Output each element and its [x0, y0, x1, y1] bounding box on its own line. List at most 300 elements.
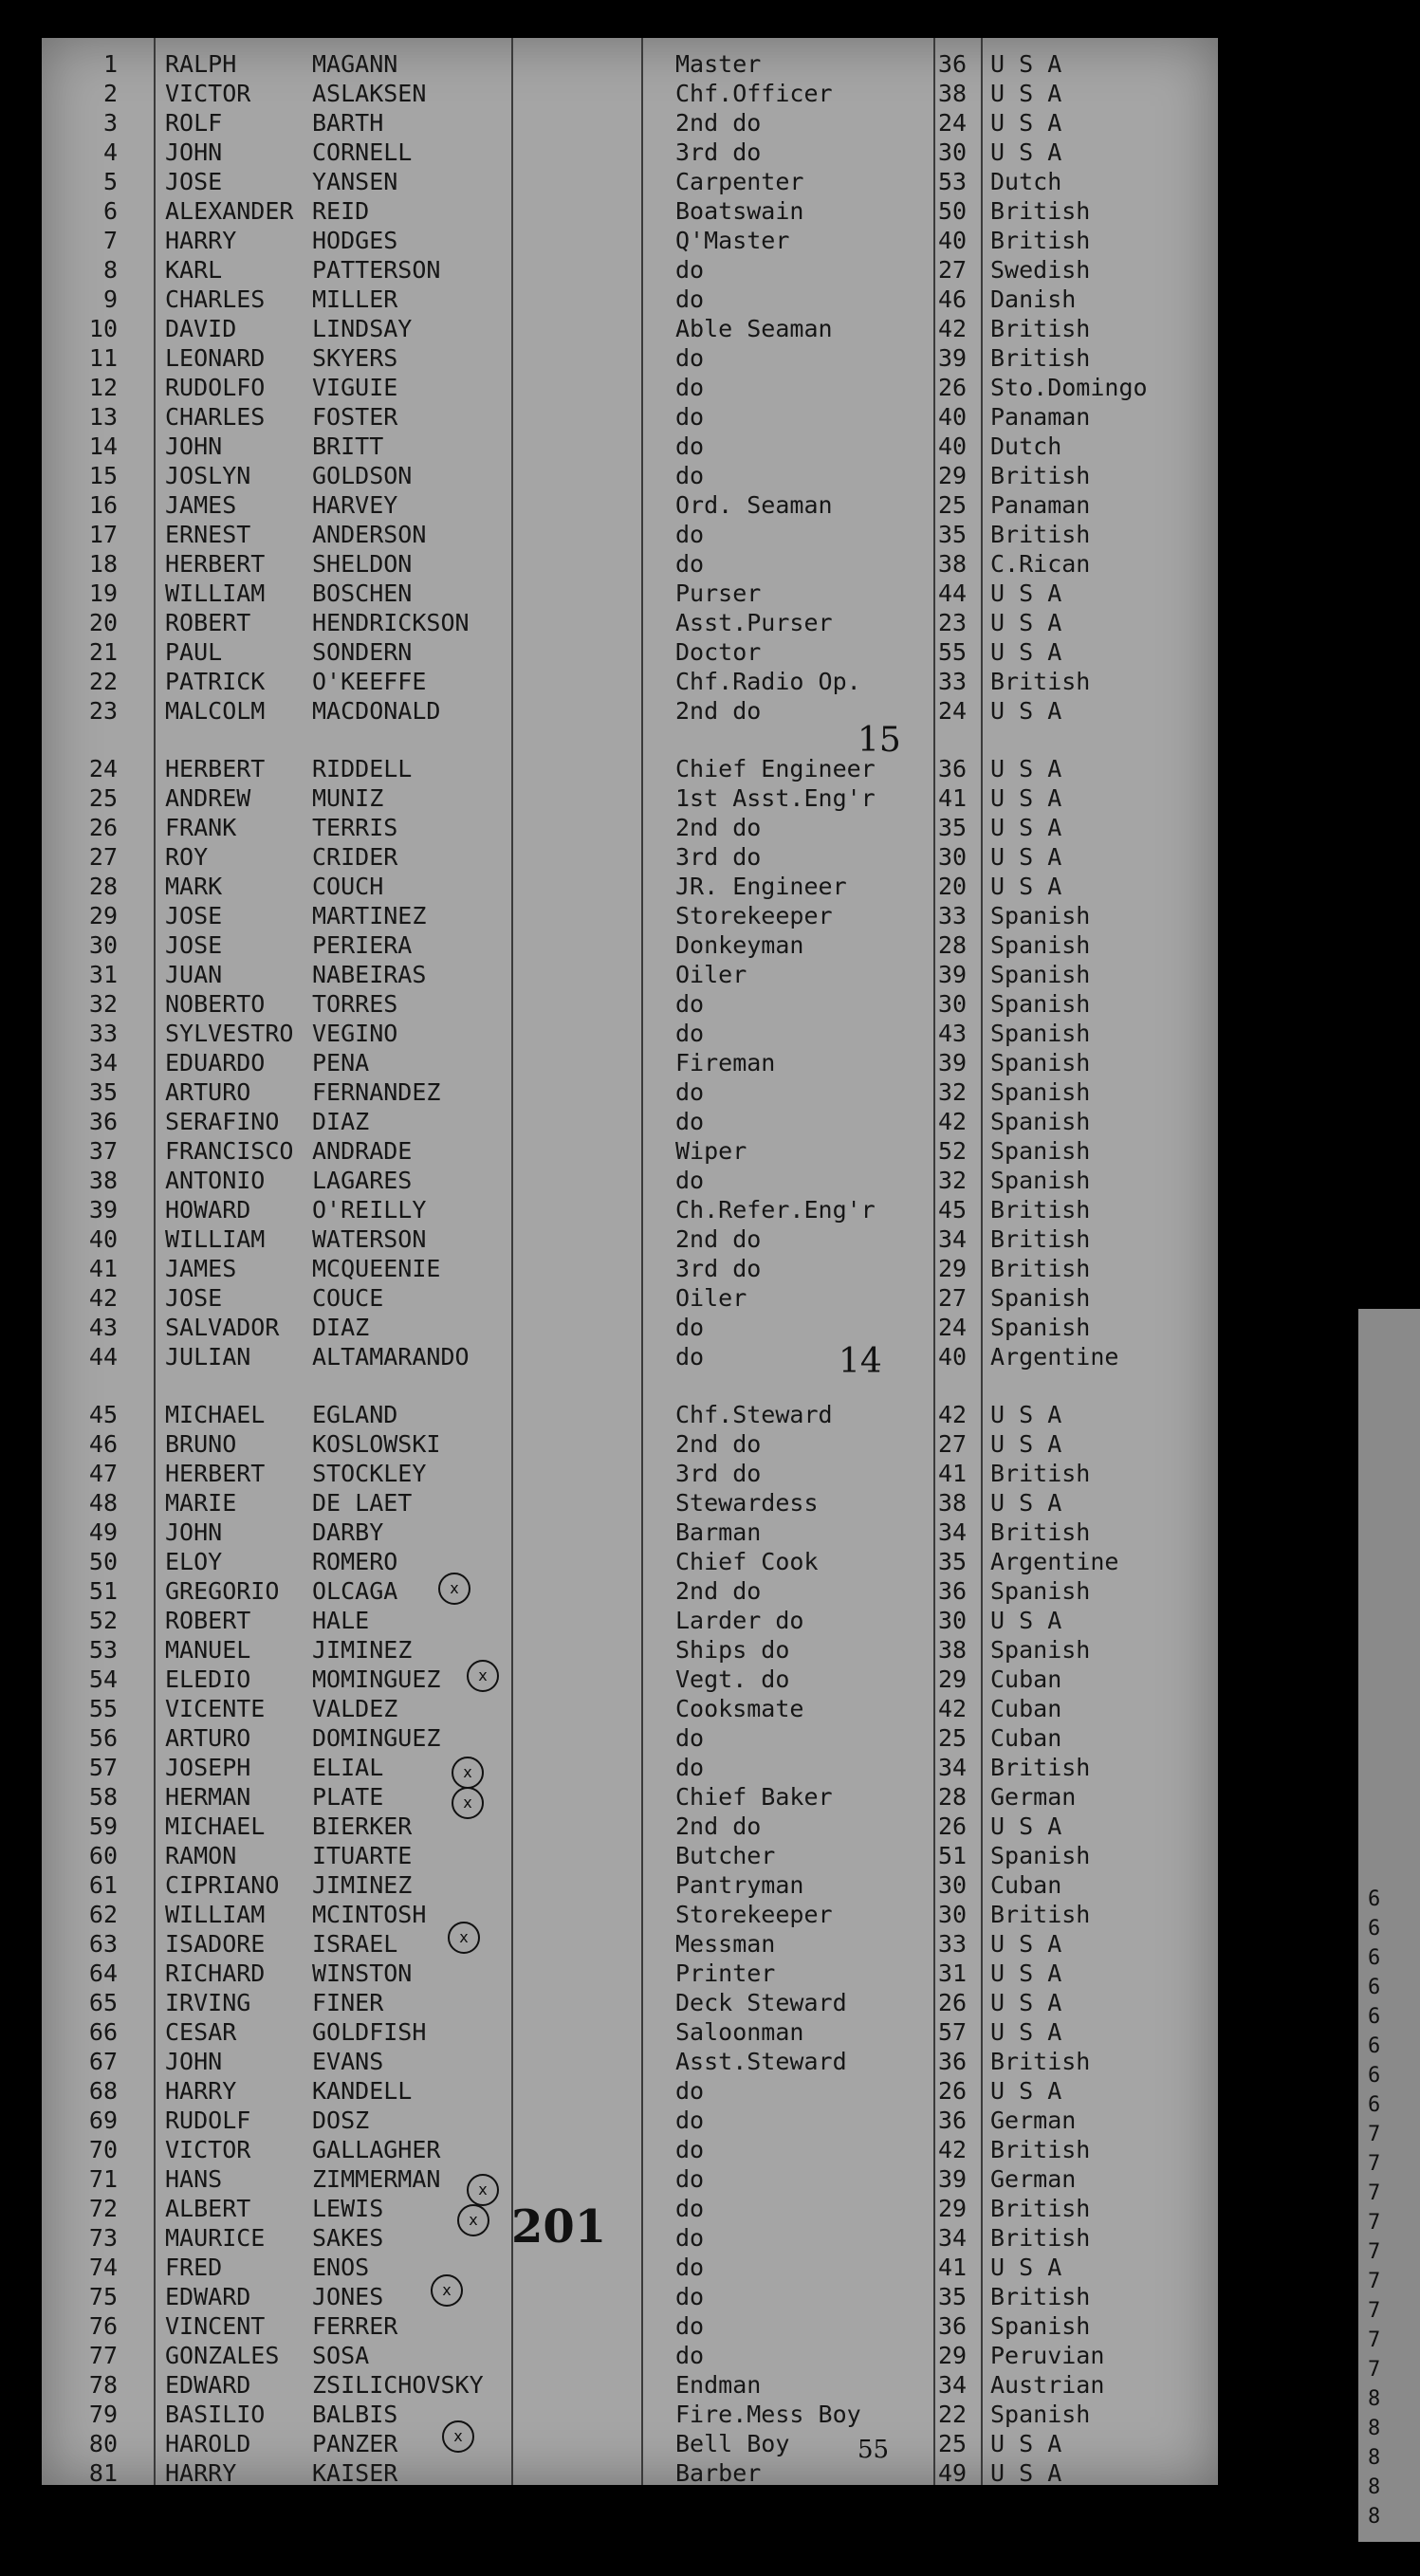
crew-row [42, 608, 1218, 637]
crew-position: Wiper [675, 1137, 747, 1165]
edge-number: 7 [1368, 2299, 1381, 2323]
crew-age: 33 [938, 1930, 968, 1958]
crew-number: 38 [88, 1167, 118, 1194]
crew-row [42, 1283, 1218, 1313]
crew-age: 49 [938, 2459, 968, 2487]
circle-mark: x [467, 1660, 499, 1692]
crew-nationality: British [990, 344, 1091, 372]
crew-row [42, 196, 1218, 226]
crew-last-name: FINER [312, 1989, 384, 2016]
crew-position: 2nd do [675, 1225, 762, 1253]
crew-last-name: ALTAMARANDO [312, 1343, 470, 1371]
crew-age: 25 [938, 491, 968, 519]
crew-number: 78 [88, 2371, 118, 2399]
crew-last-name: DOSZ [312, 2107, 370, 2134]
crew-age: 39 [938, 1049, 968, 1076]
crew-row [42, 637, 1218, 667]
crew-row [42, 2164, 1218, 2194]
crew-last-name: NABEIRAS [312, 961, 427, 988]
crew-last-name: FERRER [312, 2312, 398, 2340]
crew-position: Q'Master [675, 227, 790, 254]
crew-age: 27 [938, 256, 968, 284]
crew-row [42, 108, 1218, 138]
crew-age: 53 [938, 168, 968, 195]
crew-last-name: HARVEY [312, 491, 398, 519]
crew-position: Vegt. do [675, 1665, 790, 1693]
crew-first-name: BRUNO [165, 1430, 237, 1458]
crew-last-name: KAISER [312, 2459, 398, 2487]
crew-position: Ships do [675, 1636, 790, 1664]
crew-nationality: British [990, 197, 1091, 225]
crew-row [42, 1254, 1218, 1283]
crew-age: 45 [938, 1196, 968, 1224]
crew-row [42, 255, 1218, 285]
crew-first-name: EDWARD [165, 2283, 251, 2310]
crew-row [42, 2341, 1218, 2370]
crew-age: 36 [938, 50, 968, 78]
crew-last-name: HENDRICKSON [312, 609, 470, 636]
crew-position: do [675, 1343, 705, 1371]
edge-number: 7 [1368, 2181, 1381, 2205]
crew-age: 46 [938, 285, 968, 313]
crew-age: 30 [938, 1607, 968, 1634]
crew-row [42, 2311, 1218, 2341]
crew-number: 22 [88, 668, 118, 695]
crew-first-name: MARK [165, 873, 223, 900]
crew-row [42, 842, 1218, 872]
crew-number: 72 [88, 2195, 118, 2222]
crew-first-name: HERMAN [165, 1783, 251, 1811]
crew-position: Chf.Radio Op. [675, 668, 861, 695]
crew-age: 34 [938, 1518, 968, 1546]
crew-first-name: WILLIAM [165, 1901, 266, 1928]
edge-number: 8 [1368, 2475, 1381, 2499]
crew-first-name: HERBERT [165, 755, 266, 782]
crew-position: Purser [675, 580, 762, 607]
crew-nationality: U S A [990, 1430, 1062, 1458]
crew-first-name: JOSE [165, 1284, 223, 1312]
crew-first-name: MICHAEL [165, 1812, 266, 1840]
crew-last-name: SKYERS [312, 344, 398, 372]
crew-number: 48 [88, 1489, 118, 1517]
crew-age: 27 [938, 1430, 968, 1458]
crew-row [42, 285, 1218, 314]
crew-first-name: ARTURO [165, 1724, 251, 1752]
crew-number: 60 [88, 1842, 118, 1869]
crew-row [42, 1224, 1218, 1254]
crew-position: 2nd do [675, 697, 762, 725]
crew-nationality: Spanish [990, 1078, 1091, 1106]
crew-number: 2 [102, 80, 118, 107]
crew-first-name: JOSE [165, 902, 223, 929]
crew-row [42, 1635, 1218, 1665]
crew-position: Storekeeper [675, 902, 833, 929]
crew-age: 20 [938, 873, 968, 900]
crew-last-name: MCQUEENIE [312, 1255, 441, 1282]
crew-age: 40 [938, 227, 968, 254]
crew-number: 25 [88, 784, 118, 812]
crew-age: 42 [938, 315, 968, 342]
crew-nationality: Spanish [990, 902, 1091, 929]
edge-number: 6 [1368, 2093, 1381, 2117]
crew-number: 80 [88, 2430, 118, 2457]
crew-number: 71 [88, 2165, 118, 2193]
crew-row [42, 1694, 1218, 1723]
crew-last-name: GOLDFISH [312, 2018, 427, 2046]
crew-number: 47 [88, 1460, 118, 1487]
crew-age: 36 [938, 1577, 968, 1605]
crew-first-name: JOSE [165, 931, 223, 959]
crew-first-name: RUDOLF [165, 2107, 251, 2134]
crew-nationality: British [990, 1225, 1091, 1253]
crew-first-name: ANDREW [165, 784, 251, 812]
crew-position: do [675, 344, 705, 372]
edge-number: 7 [1368, 2270, 1381, 2293]
crew-age: 30 [938, 1871, 968, 1899]
crew-position: do [675, 432, 705, 460]
crew-first-name: CIPRIANO [165, 1871, 280, 1899]
crew-nationality: Sto.Domingo [990, 374, 1148, 401]
crew-row [42, 1048, 1218, 1077]
crew-row [42, 2253, 1218, 2282]
crew-nationality: Spanish [990, 1577, 1091, 1605]
crew-position: Messman [675, 1930, 776, 1958]
crew-last-name: LINDSAY [312, 315, 413, 342]
crew-row [42, 1841, 1218, 1870]
crew-age: 36 [938, 2107, 968, 2134]
crew-last-name: PLATE [312, 1783, 384, 1811]
crew-number: 13 [88, 403, 118, 431]
crew-last-name: JONES [312, 2283, 384, 2310]
crew-first-name: RUDOLFO [165, 374, 266, 401]
crew-first-name: JUAN [165, 961, 223, 988]
crew-age: 30 [938, 1901, 968, 1928]
crew-position: Master [675, 50, 762, 78]
crew-number: 21 [88, 638, 118, 666]
crew-nationality: U S A [990, 638, 1062, 666]
crew-position: do [675, 1314, 705, 1341]
crew-first-name: RAMON [165, 1842, 237, 1869]
crew-number: 67 [88, 2048, 118, 2075]
crew-position: do [675, 462, 705, 489]
crew-nationality: C.Rican [990, 550, 1091, 578]
edge-number: 7 [1368, 2240, 1381, 2264]
crew-number: 31 [88, 961, 118, 988]
crew-nationality: British [990, 521, 1091, 548]
crew-row [42, 1988, 1218, 2017]
crew-last-name: YANSEN [312, 168, 398, 195]
crew-age: 39 [938, 344, 968, 372]
crew-last-name: ZIMMERMAN [312, 2165, 441, 2193]
crew-nationality: German [990, 2165, 1077, 2193]
crew-first-name: ANTONIO [165, 1167, 266, 1194]
crew-nationality: U S A [990, 1812, 1062, 1840]
crew-nationality: British [990, 2283, 1091, 2310]
crew-position: Larder do [675, 1607, 804, 1634]
crew-row [42, 49, 1218, 79]
crew-number: 61 [88, 1871, 118, 1899]
crew-first-name: ELOY [165, 1548, 223, 1575]
crew-last-name: OLCAGA [312, 1577, 398, 1605]
crew-age: 29 [938, 1665, 968, 1693]
crew-number: 76 [88, 2312, 118, 2340]
crew-last-name: FOSTER [312, 403, 398, 431]
crew-last-name: DE LAET [312, 1489, 413, 1517]
circle-mark: x [442, 2420, 474, 2453]
crew-age: 44 [938, 580, 968, 607]
crew-row [42, 1665, 1218, 1694]
crew-row [42, 432, 1218, 461]
crew-last-name: PATTERSON [312, 256, 441, 284]
crew-row [42, 2047, 1218, 2076]
crew-position: Asst.Purser [675, 609, 833, 636]
crew-row [42, 960, 1218, 989]
crew-first-name: RALPH [165, 50, 237, 78]
crew-number: 5 [102, 168, 118, 195]
crew-age: 38 [938, 550, 968, 578]
crew-age: 55 [938, 638, 968, 666]
crew-nationality: U S A [990, 1607, 1062, 1634]
crew-position: do [675, 2107, 705, 2134]
crew-number: 53 [88, 1636, 118, 1664]
crew-nationality: Spanish [990, 1167, 1091, 1194]
crew-position: do [675, 2342, 705, 2369]
crew-position: do [675, 1167, 705, 1194]
crew-position: 1st Asst.Eng'r [675, 784, 876, 812]
crew-last-name: HALE [312, 1607, 370, 1634]
crew-first-name: HERBERT [165, 550, 266, 578]
crew-first-name: EDUARDO [165, 1049, 266, 1076]
crew-number: 50 [88, 1548, 118, 1575]
crew-nationality: German [990, 2107, 1077, 2134]
crew-last-name: COUCE [312, 1284, 384, 1312]
crew-row [42, 373, 1218, 402]
crew-last-name: JIMINEZ [312, 1871, 413, 1899]
crew-number: 33 [88, 1020, 118, 1047]
crew-nationality: Argentine [990, 1343, 1119, 1371]
crew-position: 2nd do [675, 109, 762, 137]
crew-age: 33 [938, 902, 968, 929]
crew-last-name: O'KEEFFE [312, 668, 427, 695]
crew-last-name: ANDERSON [312, 521, 427, 548]
crew-last-name: ISRAEL [312, 1930, 398, 1958]
crew-nationality: Cuban [990, 1724, 1062, 1752]
crew-number: 74 [88, 2254, 118, 2281]
crew-last-name: STOCKLEY [312, 1460, 427, 1487]
crew-position: Chief Engineer [675, 755, 876, 782]
crew-position: Fireman [675, 1049, 776, 1076]
crew-number: 7 [102, 227, 118, 254]
crew-nationality: U S A [990, 2254, 1062, 2281]
crew-nationality: U S A [990, 1930, 1062, 1958]
crew-number: 73 [88, 2224, 118, 2252]
crew-position: 2nd do [675, 1812, 762, 1840]
crew-number: 56 [88, 1724, 118, 1752]
crew-last-name: DARBY [312, 1518, 384, 1546]
crew-last-name: VEGINO [312, 1020, 398, 1047]
crew-number: 24 [88, 755, 118, 782]
crew-number: 63 [88, 1930, 118, 1958]
crew-nationality: British [990, 2048, 1091, 2075]
crew-number: 26 [88, 814, 118, 841]
crew-age: 29 [938, 2195, 968, 2222]
crew-row [42, 1753, 1218, 1782]
crew-age: 30 [938, 138, 968, 166]
crew-position: 2nd do [675, 1577, 762, 1605]
crew-last-name: KANDELL [312, 2077, 413, 2105]
crew-last-name: FERNANDEZ [312, 1078, 441, 1106]
crew-nationality: Spanish [990, 1842, 1091, 1869]
crew-number: 45 [88, 1401, 118, 1428]
crew-first-name: CHARLES [165, 285, 266, 313]
crew-nationality: U S A [990, 2430, 1062, 2457]
crew-first-name: ALBERT [165, 2195, 251, 2222]
crew-first-name: SYLVESTRO [165, 1020, 294, 1047]
crew-last-name: BOSCHEN [312, 580, 413, 607]
crew-nationality: German [990, 1783, 1077, 1811]
crew-position: Oiler [675, 961, 747, 988]
crew-position: do [675, 1078, 705, 1106]
crew-first-name: HAROLD [165, 2430, 251, 2457]
crew-last-name: RIDDELL [312, 755, 413, 782]
crew-last-name: EGLAND [312, 1401, 398, 1428]
crew-age: 39 [938, 961, 968, 988]
crew-position: 3rd do [675, 138, 762, 166]
crew-first-name: HOWARD [165, 1196, 251, 1224]
crew-number: 77 [88, 2342, 118, 2369]
crew-first-name: VICENTE [165, 1695, 266, 1722]
crew-position: Fire.Mess Boy [675, 2401, 861, 2428]
crew-number: 1 [102, 50, 118, 78]
crew-last-name: MILLER [312, 285, 398, 313]
crew-age: 24 [938, 697, 968, 725]
crew-nationality: British [990, 2224, 1091, 2252]
crew-first-name: ROBERT [165, 609, 251, 636]
crew-number: 55 [88, 1695, 118, 1722]
circle-mark: x [438, 1573, 470, 1605]
crew-position: do [675, 1724, 705, 1752]
crew-first-name: HANS [165, 2165, 223, 2193]
crew-position: Boatswain [675, 197, 804, 225]
crew-last-name: TORRES [312, 990, 398, 1018]
crew-first-name: JAMES [165, 491, 237, 519]
crew-position: JR. Engineer [675, 873, 847, 900]
edge-number: 8 [1368, 2505, 1381, 2529]
crew-age: 38 [938, 1636, 968, 1664]
crew-last-name: WINSTON [312, 1960, 413, 1987]
crew-last-name: MUNIZ [312, 784, 384, 812]
crew-position: do [675, 2312, 705, 2340]
crew-position: do [675, 374, 705, 401]
crew-first-name: MARIE [165, 1489, 237, 1517]
crew-age: 40 [938, 403, 968, 431]
crew-first-name: JAMES [165, 1255, 237, 1282]
crew-last-name: JIMINEZ [312, 1636, 413, 1664]
crew-number: 69 [88, 2107, 118, 2134]
crew-number: 62 [88, 1901, 118, 1928]
crew-nationality: British [990, 1901, 1091, 1928]
crew-position: do [675, 2195, 705, 2222]
crew-nationality: U S A [990, 2077, 1062, 2105]
crew-row [42, 872, 1218, 901]
crew-nationality: U S A [990, 784, 1062, 812]
crew-row [42, 1459, 1218, 1488]
crew-nationality: U S A [990, 843, 1062, 871]
crew-nationality: U S A [990, 2018, 1062, 2046]
crew-row [42, 520, 1218, 549]
crew-age: 28 [938, 931, 968, 959]
crew-last-name: DOMINGUEZ [312, 1724, 441, 1752]
crew-first-name: ALEXANDER [165, 197, 294, 225]
crew-number: 32 [88, 990, 118, 1018]
crew-position: Stewardess [675, 1489, 819, 1517]
crew-position: 3rd do [675, 1255, 762, 1282]
crew-first-name: VICTOR [165, 80, 251, 107]
crew-first-name: ROLF [165, 109, 223, 137]
crew-number: 23 [88, 697, 118, 725]
crew-last-name: BARTH [312, 109, 384, 137]
crew-row [42, 1723, 1218, 1753]
circle-mark: x [448, 1922, 480, 1954]
crew-number: 51 [88, 1577, 118, 1605]
crew-position: Able Seaman [675, 315, 833, 342]
crew-row [42, 754, 1218, 783]
crew-position: do [675, 2254, 705, 2281]
crew-number: 12 [88, 374, 118, 401]
crew-age: 29 [938, 1255, 968, 1282]
crew-number: 64 [88, 1960, 118, 1987]
crew-row [42, 2370, 1218, 2400]
crew-row [42, 1576, 1218, 1606]
crew-nationality: Spanish [990, 2312, 1091, 2340]
crew-nationality: U S A [990, 609, 1062, 636]
crew-number: 52 [88, 1607, 118, 1634]
edge-number: 6 [1368, 2005, 1381, 2029]
crew-nationality: Peruvian [990, 2342, 1105, 2369]
edge-number: 6 [1368, 2034, 1381, 2058]
crew-position: do [675, 990, 705, 1018]
crew-first-name: RICHARD [165, 1960, 266, 1987]
crew-number: 81 [88, 2459, 118, 2487]
handwritten-count-deck: 15 [858, 721, 901, 760]
crew-age: 36 [938, 2312, 968, 2340]
crew-nationality: British [990, 1196, 1091, 1224]
crew-number: 28 [88, 873, 118, 900]
crew-last-name: LEWIS [312, 2195, 384, 2222]
crew-age: 26 [938, 374, 968, 401]
page-number: 201 [511, 2200, 607, 2254]
crew-row [42, 2017, 1218, 2047]
edge-number: 8 [1368, 2387, 1381, 2411]
crew-row [42, 1195, 1218, 1224]
crew-first-name: SALVADOR [165, 1314, 280, 1341]
crew-age: 33 [938, 668, 968, 695]
crew-first-name: HARRY [165, 227, 237, 254]
crew-last-name: SHELDON [312, 550, 413, 578]
crew-first-name: MALCOLM [165, 697, 266, 725]
crew-number: 49 [88, 1518, 118, 1546]
crew-row [42, 2135, 1218, 2164]
crew-row [42, 1547, 1218, 1576]
crew-number: 29 [88, 902, 118, 929]
crew-nationality: Spanish [990, 1108, 1091, 1135]
crew-first-name: JULIAN [165, 1343, 251, 1371]
crew-row [42, 226, 1218, 255]
crew-row [42, 1166, 1218, 1195]
crew-first-name: JOSEPH [165, 1754, 251, 1781]
crew-last-name: SONDERN [312, 638, 413, 666]
crew-row [42, 2282, 1218, 2311]
